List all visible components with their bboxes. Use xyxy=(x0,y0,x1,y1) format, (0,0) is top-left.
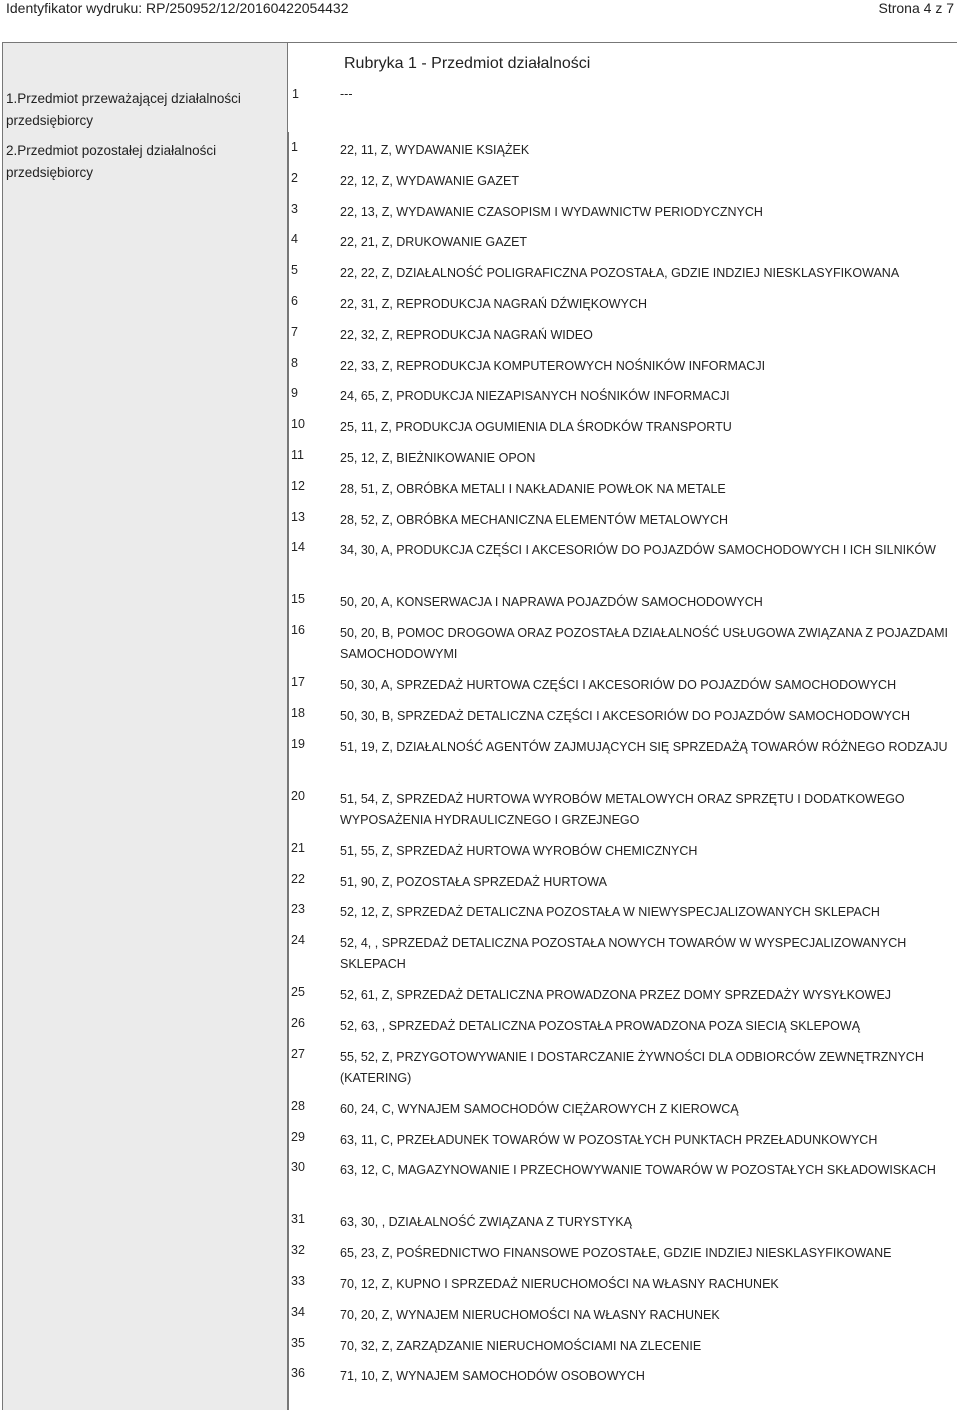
list-item-index: 35 xyxy=(291,1335,305,1350)
list-item-index: 14 xyxy=(291,540,305,555)
list-item-text: 22, 22, Z, DZIAŁALNOŚĆ POLIGRAFICZNA POZOSTAŁA, GDZIE INDZIEJ NIESKLASYFIKOWANA xyxy=(340,266,900,281)
list-item-index: 34 xyxy=(291,1304,305,1319)
list-item-text: 50, 20, A, KONSERWACJA I NAPRAWA POJAZDÓW SAMOCHODOWYCH xyxy=(340,595,763,610)
list-item-text: 52, 63, , SPRZEDAŻ DETALICZNA POZOSTAŁA PROWADZONA POZA SIECIĄ SKLEPOWĄ xyxy=(340,1019,861,1033)
list-item-index: 26 xyxy=(291,1016,305,1030)
list-item-index: 15 xyxy=(291,592,305,607)
rubryka-title: Rubryka 1 - Przedmiot działalności xyxy=(344,55,591,72)
list-item-text: 24, 65, Z, PRODUKCJA NIEZAPISANYCH NOŚNIKÓW INFORMACJI xyxy=(340,389,730,404)
list-item-text: 50, 30, A, SPRZEDAŻ HURTOWA CZĘŚCI I AKCESORIÓW DO POJAZDÓW SAMOCHODOWYCH xyxy=(340,678,897,693)
list-item-text: 50, 30, B, SPRZEDAŻ DETALICZNA CZĘŚCI I AKCESORIÓW DO POJAZDÓW SAMOCHODOWYCH xyxy=(340,709,910,723)
list-item-text: 50, 20, B, POMOC DROGOWA ORAZ POZOSTAŁA DZIAŁALNOŚĆ USŁUGOWA ZWIĄZANA Z POJAZDAMI SAMOCHODOWYMI xyxy=(340,626,948,662)
list-item-index: 4 xyxy=(291,232,298,247)
list-item-text: 22, 32, Z, REPRODUKCJA NAGRAŃ WIDEO xyxy=(340,327,593,342)
section1-label xyxy=(6,88,276,132)
list-item-text: 28, 51, Z, OBRÓBKA METALI I NAKŁADANIE POWŁOK NA METALE xyxy=(340,481,726,496)
list-item-text: 71, 10, Z, WYNAJEM SAMOCHODÓW OSOBOWYCH xyxy=(340,1369,645,1384)
list-item-text: 22, 11, Z, WYDAWANIE KSIĄŻEK xyxy=(340,143,530,157)
print-identifier: Identyfikator wydruku: RP/250952/12/20160422054432 xyxy=(6,0,349,16)
list-item-index: 31 xyxy=(291,1212,305,1227)
list-item-index: 19 xyxy=(291,736,305,751)
list-item-index: 21 xyxy=(291,840,305,855)
list-item-index: 33 xyxy=(291,1274,305,1288)
list-item-index: 22 xyxy=(291,871,305,886)
list-item-index: 1 xyxy=(291,140,298,154)
list-item-index: 36 xyxy=(291,1366,305,1381)
section2-label-line1: 2.Przedmiot pozostałej działalności xyxy=(6,143,217,158)
list-item-index: 10 xyxy=(291,417,305,432)
list-item-index: 28 xyxy=(291,1098,305,1113)
section1-label-line2: przedsiębiorcy xyxy=(6,113,94,128)
list-item-text: 52, 4, , SPRZEDAŻ DETALICZNA POZOSTAŁA NOWYCH TOWARÓW W WYSPECJALIZOWANYCH SKLEPACH xyxy=(340,936,907,972)
print-header xyxy=(0,0,960,22)
list-item-index: 5 xyxy=(291,263,298,278)
list-item-text: 63, 12, C, MAGAZYNOWANIE I PRZECHOWYWANIE TOWARÓW W POZOSTAŁYCH SKŁADOWISKACH xyxy=(340,1163,936,1178)
list-item-text: 70, 20, Z, WYNAJEM NIERUCHOMOŚCI NA WŁASNY RACHUNEK xyxy=(340,1307,720,1322)
list-item-text: 22, 21, Z, DRUKOWANIE GAZET xyxy=(340,235,528,250)
list-item-text: 22, 12, Z, WYDAWANIE GAZET xyxy=(340,173,519,188)
list-item-text: 51, 19, Z, DZIAŁALNOŚĆ AGENTÓW ZAJMUJĄCYCH SIĘ SPRZEDAŻĄ TOWARÓW RÓŻNEGO RODZAJU xyxy=(340,739,948,754)
section2-label-line2: przedsiębiorcy xyxy=(6,165,94,180)
list-item-text: 55, 52, Z, PRZYGOTOWYWANIE I DOSTARCZANIE ŻYWNOŚCI DLA ODBIORCÓW ZEWNĘTRZNYCH (KATERING) xyxy=(340,1049,924,1085)
list-item-index: 27 xyxy=(291,1046,305,1061)
list-item-index: 6 xyxy=(291,294,298,308)
list-item-index: 3 xyxy=(291,201,298,216)
list-item-index: 17 xyxy=(291,675,305,690)
list-item-text: 70, 12, Z, KUPNO I SPRZEDAŻ NIERUCHOMOŚCI NA WŁASNY RACHUNEK xyxy=(340,1277,779,1291)
list-item-text: 22, 31, Z, REPRODUKCJA NAGRAŃ DŹWIĘKOWYCH xyxy=(340,297,647,311)
section1-index: 1 xyxy=(292,87,299,101)
list-item-text: 60, 24, C, WYNAJEM SAMOCHODÓW CIĘŻAROWYCH Z KIEROWCĄ xyxy=(340,1101,739,1116)
list-item-text: 51, 90, Z, POZOSTAŁA SPRZEDAŻ HURTOWA xyxy=(340,874,607,889)
list-item-text: 52, 61, Z, SPRZEDAŻ DETALICZNA PROWADZONA PRZEZ DOMY SPRZEDAŻY WYSYŁKOWEJ xyxy=(340,988,892,1003)
list-item-text: 51, 54, Z, SPRZEDAŻ HURTOWA WYROBÓW METALOWYCH ORAZ SPRZĘTU I DODATKOWEGO WYPOSAŻENIA HYDRAULICZNEGO I GRZEJNEGO xyxy=(340,791,905,827)
list-item-text: 25, 12, Z, BIEŻNIKOWANIE OPON xyxy=(340,451,536,465)
list-item-index: 20 xyxy=(291,788,305,803)
list-item-index: 25 xyxy=(291,985,305,1000)
list-item-index: 12 xyxy=(291,478,305,493)
list-item-text: 70, 32, Z, ZARZĄDZANIE NIERUCHOMOŚCIAMI NA ZLECENIE xyxy=(340,1338,702,1353)
list-item-index: 7 xyxy=(291,324,298,339)
list-item-index: 29 xyxy=(291,1129,305,1144)
list-item-index: 11 xyxy=(291,448,304,462)
list-item-text: 63, 11, C, PRZEŁADUNEK TOWARÓW W POZOSTAŁYCH PUNKTACH PRZEŁADUNKOWYCH xyxy=(340,1132,878,1147)
section1-value: --- xyxy=(340,87,353,101)
list-item-text: 65, 23, Z, POŚREDNICTWO FINANSOWE POZOSTAŁE, GDZIE INDZIEJ NIESKLASYFIKOWANE xyxy=(340,1246,892,1261)
list-item-index: 30 xyxy=(291,1160,305,1175)
section1-label-line1: 1.Przedmiot przeważającej działalności xyxy=(6,91,241,106)
list-item-text: 52, 12, Z, SPRZEDAŻ DETALICZNA POZOSTAŁA W NIEWYSPECJALIZOWANYCH SKLEPACH xyxy=(340,905,880,920)
section2-label xyxy=(6,140,276,184)
list-item-index: 24 xyxy=(291,933,305,948)
list-item-text: 25, 11, Z, PRODUKCJA OGUMIENIA DLA ŚRODKÓW TRANSPORTU xyxy=(340,420,732,435)
list-item-index: 32 xyxy=(291,1243,305,1258)
list-item-index: 23 xyxy=(291,902,305,917)
list-item-text: 51, 55, Z, SPRZEDAŻ HURTOWA WYROBÓW CHEMICZNYCH xyxy=(340,843,698,858)
page-number: Strona 4 z 7 xyxy=(878,0,954,16)
list-item-text: 22, 33, Z, REPRODUKCJA KOMPUTEROWYCH NOŚNIKÓW INFORMACJI xyxy=(340,358,766,373)
list-item-index: 8 xyxy=(291,355,298,370)
list-item-text: 63, 30, , DZIAŁALNOŚĆ ZWIĄZANA Z TURYSTYKĄ xyxy=(340,1215,632,1230)
list-item-index: 13 xyxy=(291,509,305,524)
list-item-text: 34, 30, A, PRODUKCJA CZĘŚCI I AKCESORIÓW DO POJAZDÓW SAMOCHODOWYCH I ICH SILNIKÓW xyxy=(340,543,936,558)
list-item-text: 28, 52, Z, OBRÓBKA MECHANICZNA ELEMENTÓW METALOWYCH xyxy=(340,512,729,527)
list-item-index: 2 xyxy=(291,170,298,185)
list-item-index: 18 xyxy=(291,706,305,720)
list-item-index: 16 xyxy=(291,623,305,638)
list-item-text: 22, 13, Z, WYDAWANIE CZASOPISM I WYDAWNICTW PERIODYCZNYCH xyxy=(340,204,763,219)
list-item-index: 9 xyxy=(291,386,298,401)
